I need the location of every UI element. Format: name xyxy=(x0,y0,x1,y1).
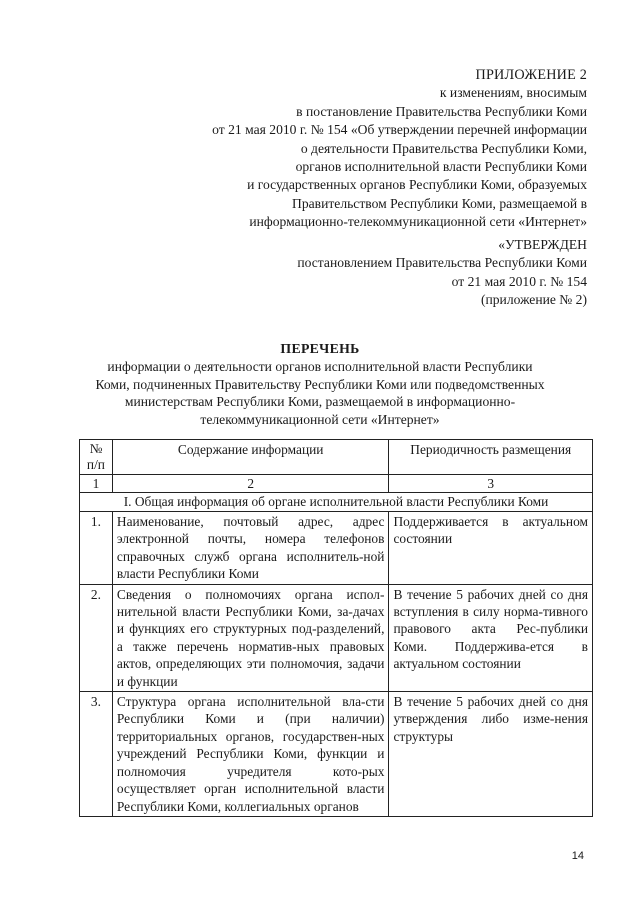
row-period: В течение 5 рабочих дней со дня утверждения либо изме-нения структуры xyxy=(389,692,593,817)
approval-line: от 21 мая 2010 г. № 154 xyxy=(451,273,587,289)
row-number: 1. xyxy=(80,512,113,585)
subtitle-line: телекоммуникационной сети «Интернет» xyxy=(200,411,440,427)
page-number: 14 xyxy=(571,850,584,862)
row-period: В течение 5 рабочих дней со дня вступления в силу норма-тивного правового акта Рес-публики Коми. Поддержива-ется в актуальном состоянии xyxy=(389,584,593,691)
row-content: Наименование, почтовый адрес, адрес электронной почты, номера телефонов справочных служб органа исполнитель-ной власти Республики Коми xyxy=(112,512,389,585)
annex-line: о деятельности Правительства Республики Коми, xyxy=(300,140,587,156)
row-number: 3. xyxy=(80,692,113,817)
annex-line: Правительством Республики Коми, размещаемой в xyxy=(292,195,587,211)
subtitle-line: министерствам Республики Коми, размещаемой в информационно- xyxy=(124,394,516,409)
annex-line: органов исполнительной власти Республики Коми xyxy=(295,159,587,175)
row-content: Структура органа исполнительной вла-сти Республики Коми и (при наличии) территориальных органов, государствен-ных учреждений Республики Коми, функции и полномочия учредителя кото-рых осуществляет орган исполнительной власти Республики Коми, коллегиальных органов xyxy=(112,692,389,817)
subtitle-line: Коми, подчиненных Правительству Республики Коми или подведомственных xyxy=(95,376,545,392)
approval-line: постановлением Правительства Республики Коми xyxy=(297,255,587,271)
annex-line: к изменениям, вносимым xyxy=(439,85,587,101)
annex-line: и государственных органов Республики Коми, образуемых xyxy=(247,177,587,193)
approval-heading: «УТВЕРЖДЕН xyxy=(498,237,587,252)
annex-line: в постановление Правительства Республики Коми xyxy=(296,103,587,119)
document-title: ПЕРЕЧЕНЬ xyxy=(280,341,360,356)
table-row xyxy=(80,512,593,585)
table-row xyxy=(80,584,593,691)
section-title: I. Общая информация об органе исполнительной власти Республики Коми xyxy=(80,493,593,512)
row-period: Поддерживается в актуальном состоянии xyxy=(389,512,593,585)
row-content: Сведения о полномочиях органа испол-нительной власти Республики Коми, за-дачах и функциях его структурных под-разделений, а также перечень норматив-ных правовых актов, определяющих эти полномочия, задачи и функции xyxy=(112,584,389,691)
table-row xyxy=(80,692,593,817)
column-index: 2 xyxy=(112,475,389,493)
row-number: 2. xyxy=(80,584,113,691)
document-subtitle xyxy=(82,358,558,428)
annex-header xyxy=(212,66,587,232)
table-header-row xyxy=(80,440,593,475)
header-content: Содержание информации xyxy=(112,440,389,475)
approval-line: (приложение № 2) xyxy=(480,292,587,308)
subtitle-line: информации о деятельности органов исполнительной власти Республики xyxy=(107,359,533,374)
header-num-abbr: п/п xyxy=(86,457,105,472)
header-num xyxy=(80,440,113,475)
annex-line: информационно-телекоммуникационной сети «Интернет» xyxy=(249,214,587,230)
header-period: Периодичность размещения xyxy=(389,440,593,475)
column-index-row xyxy=(80,475,593,493)
column-index: 1 xyxy=(80,475,113,493)
approval-block xyxy=(297,236,587,310)
information-table xyxy=(79,439,593,817)
annex-heading: ПРИЛОЖЕНИЕ 2 xyxy=(475,67,587,83)
section-row xyxy=(80,493,593,512)
annex-line: от 21 мая 2010 г. № 154 «Об утверждении перечней информации xyxy=(212,122,587,138)
header-num-symbol: № xyxy=(89,441,103,456)
column-index: 3 xyxy=(389,475,593,493)
